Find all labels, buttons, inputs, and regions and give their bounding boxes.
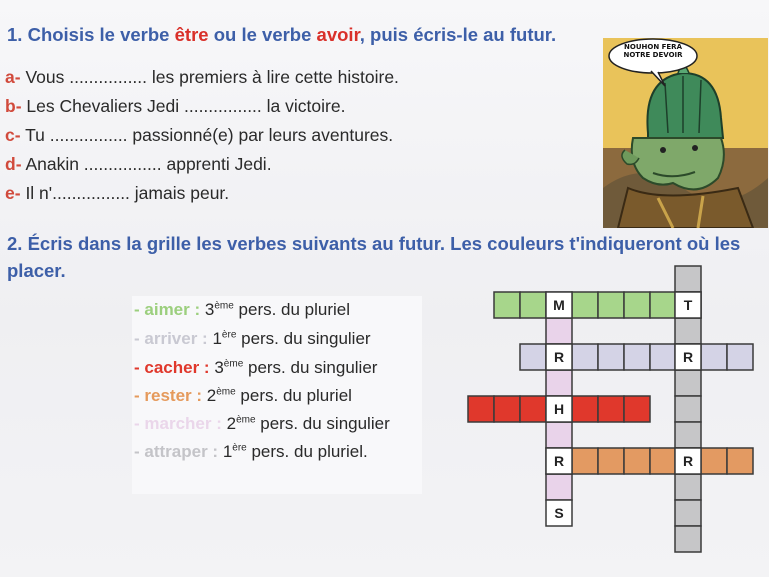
grid-letter-r: R bbox=[682, 349, 694, 365]
verb-item-cacher: - cacher : 3ème pers. du singulier bbox=[134, 358, 378, 377]
verb-item-attraper: - attraper : 1ère pers. du pluriel. bbox=[134, 442, 368, 461]
verb-item-aimer: - aimer : 3ème pers. du pluriel bbox=[134, 300, 351, 319]
exercise1-line-c: c- Tu ................ passionné(e) par leurs aventures. bbox=[5, 125, 394, 145]
grid-letter-h: H bbox=[553, 401, 565, 417]
grid-letter-r: R bbox=[682, 453, 694, 469]
verb-item-marcher: - marcher : 2ème pers. du singulier bbox=[134, 414, 390, 433]
exercise1-line-b: b- Les Chevaliers Jedi ................ la victoire. bbox=[5, 96, 346, 116]
exercise1-line-a: a- Vous ................ les premiers à lire cette histoire. bbox=[5, 67, 399, 87]
exercise1-title: 1. Choisis le verbe être ou le verbe avoir, puis écris-le au futur. bbox=[7, 24, 557, 45]
grid-letter-r: R bbox=[553, 453, 565, 469]
grid-letter-r: R bbox=[553, 349, 565, 365]
exercise1-line-d: d- Anakin ................ apprenti Jedi. bbox=[5, 154, 272, 174]
verb-item-rester: - rester : 2ème pers. du pluriel bbox=[134, 386, 352, 405]
grid-letter-s: S bbox=[554, 505, 564, 521]
exercise1-line-e: e- Il n'................ jamais peur. bbox=[5, 183, 230, 203]
verb-item-arriver: - arriver : 1ère pers. du singulier bbox=[134, 329, 371, 348]
verb-avoir: avoir bbox=[316, 24, 360, 45]
verb-etre: être bbox=[174, 24, 209, 45]
grid-letter-m: M bbox=[553, 297, 565, 313]
speech-bubble-text: NOUHON FERA NOTRE DEVOIR bbox=[623, 43, 683, 59]
grid-letter-t: T bbox=[683, 297, 693, 313]
exercise2-title: 2. Écris dans la grille les verbes suivants au futur. Les couleurs t'indiqueront où les placer. bbox=[7, 233, 741, 281]
